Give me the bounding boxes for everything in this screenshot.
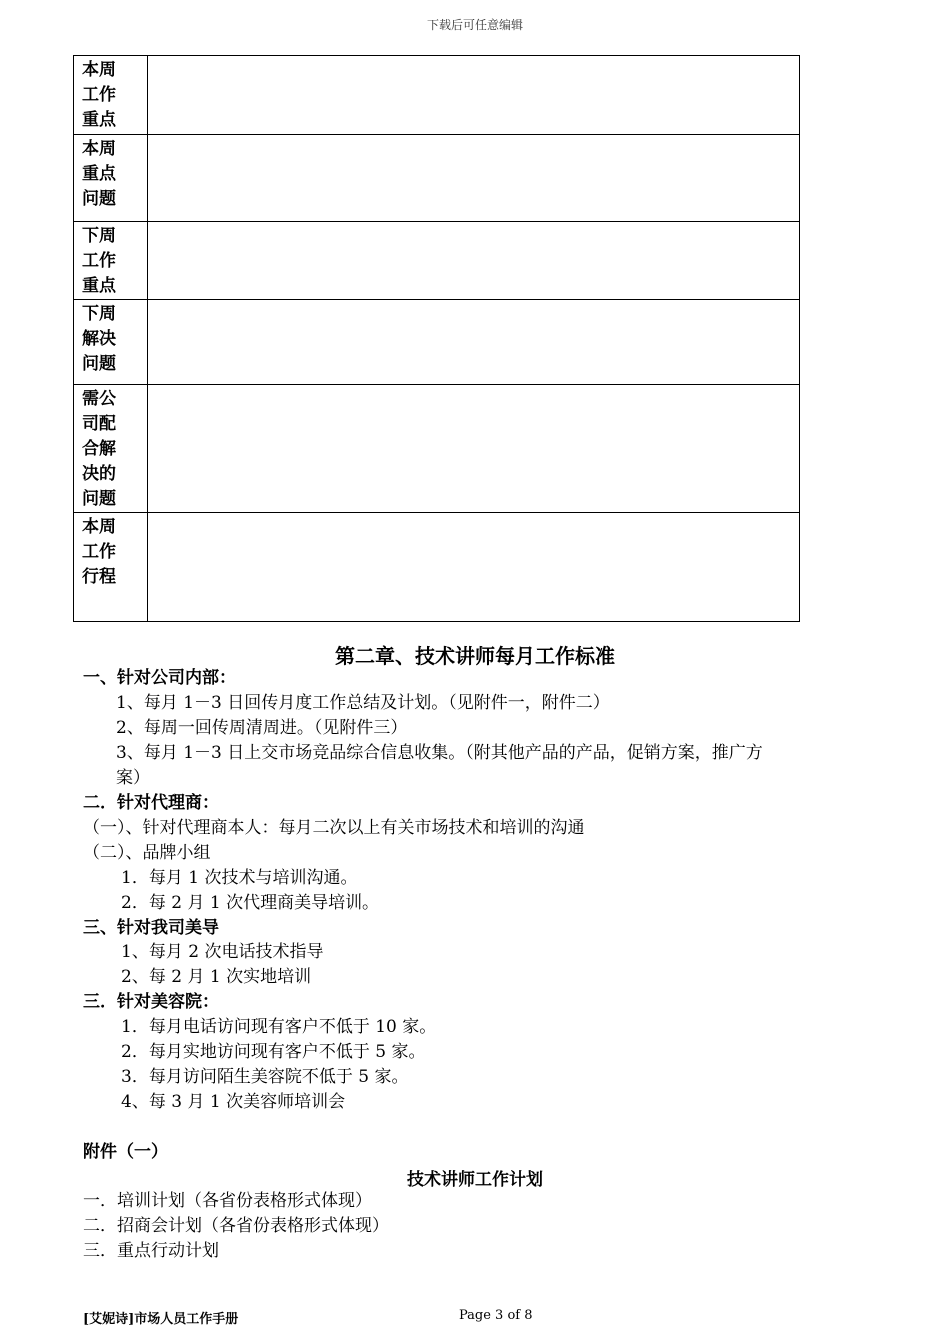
section-heading: 一、针对公司内部： [83,668,236,688]
list-item: 1．每月 1 次技术与培训沟通。 [121,868,358,888]
list-item: 一．培训计划（各省份表格形式体现） [83,1191,372,1211]
list-item: 2、每周一回传周清周进。（见附件三） [116,718,408,738]
footer-page-number: Page 3 of 8 [459,1308,533,1323]
row-content-cell[interactable] [148,300,800,385]
attachment-title: 技术讲师工作计划 [407,1170,543,1190]
table-row [74,385,800,513]
table-row [74,300,800,385]
list-item: 案） [116,768,150,788]
list-item: 1．每月电话访问现有客户不低于 10 家。 [121,1017,437,1037]
list-item: （二）、品牌小组 [83,843,211,863]
chapter-title: 第二章、技术讲师每月工作标准 [335,644,615,668]
list-item: 2．每月实地访问现有客户不低于 5 家。 [121,1042,426,1062]
list-item: 1、每月 2 次电话技术指导 [121,942,324,962]
row-content-cell[interactable] [148,56,800,135]
table-row [74,513,800,622]
footer-manual-title: [艾妮诗]市场人员工作手册 [83,1312,239,1327]
list-item: （一）、针对代理商本人：每月二次以上有关市场技术和培训的沟通 [83,818,585,838]
section-heading: 三、针对我司美导 [83,918,219,938]
list-item: 2．每 2 月 1 次代理商美导培训。 [121,893,380,913]
row-content-cell[interactable] [148,135,800,222]
weekly-report-table [73,55,800,622]
row-label: 本周 工作 行程 [74,513,148,622]
table-row [74,56,800,135]
page-header: 下载后可任意编辑 [426,18,523,32]
section-heading: 二．针对代理商： [83,793,219,813]
row-label: 下周 工作 重点 [74,222,148,300]
table-row [74,222,800,300]
list-item: 4、每 3 月 1 次美容师培训会 [121,1092,346,1112]
table-row [74,135,800,222]
row-content-cell[interactable] [148,513,800,622]
list-item: 2、每 2 月 1 次实地培训 [121,967,312,987]
list-item: 1、每月 1－3 日回传月度工作总结及计划。（见附件一，附件二） [116,693,610,713]
list-item: 3、每月 1－3 日上交市场竞品综合信息收集。（附其他产品的产品，促销方案，推广方 [116,743,763,763]
attachment-label: 附件（一） [83,1142,168,1162]
row-label: 下周 解决 问题 [74,300,148,385]
list-item: 二．招商会计划（各省份表格形式体现） [83,1216,389,1236]
row-label: 需公 司配 合解 决的 问题 [74,385,148,513]
row-label: 本周 工作 重点 [74,56,148,135]
row-content-cell[interactable] [148,222,800,300]
section-heading: 三．针对美容院： [83,992,219,1012]
list-item: 3．每月访问陌生美容院不低于 5 家。 [121,1067,409,1087]
row-content-cell[interactable] [148,385,800,513]
list-item: 三．重点行动计划 [83,1241,219,1261]
row-label: 本周 重点 问题 [74,135,148,222]
